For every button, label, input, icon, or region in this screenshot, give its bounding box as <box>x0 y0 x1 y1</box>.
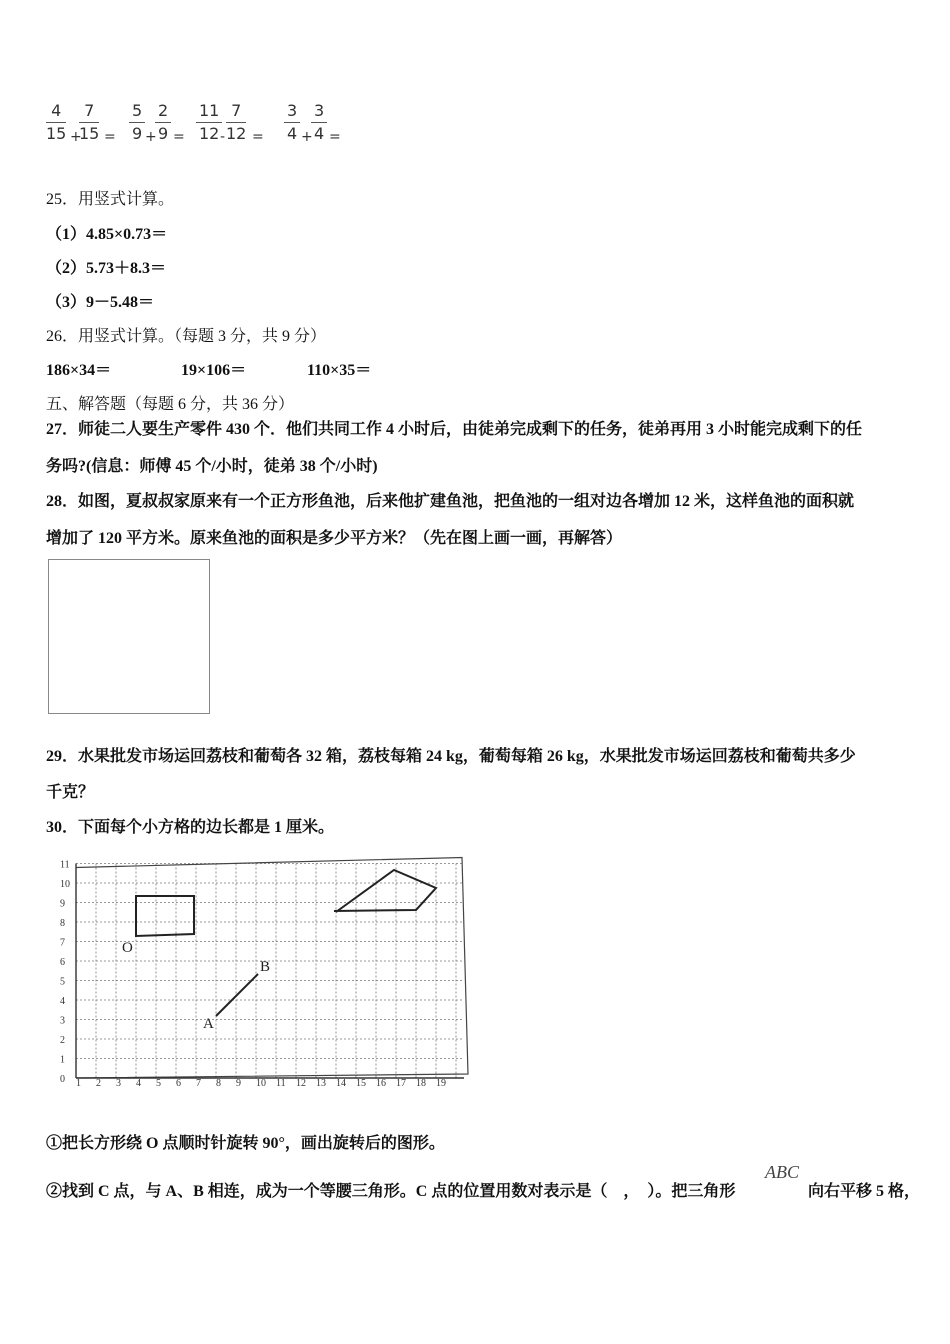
fraction: $\frac{5}{9}$ <box>129 100 145 145</box>
x-tick-label: 18 <box>416 1078 426 1089</box>
question-28-line-2: 增加了 120 平方米。原来鱼池的面积是多少平方米？（先在图上画一画，再解答） <box>46 530 623 547</box>
equals-sign: = <box>104 129 116 145</box>
coordinate-grid <box>50 840 475 1095</box>
question-30-task-1: ①把长方形绕 O 点顺时针旋转 90°，画出旋转后的图形。 <box>46 1135 445 1152</box>
y-tick-label: 3 <box>60 1015 65 1027</box>
question-25-item-1: （1）4.85×0.73＝ <box>46 226 168 243</box>
x-tick-label: 17 <box>396 1078 406 1089</box>
x-tick-label: 1 <box>76 1078 81 1089</box>
operator: + <box>301 129 313 145</box>
point-o-label: O <box>122 940 133 956</box>
y-tick-label: 5 <box>60 976 65 988</box>
x-tick-label: 10 <box>256 1078 266 1089</box>
fraction: $\frac{7}{15}$ <box>79 101 100 143</box>
operator: + <box>70 129 82 145</box>
x-tick-label: 3 <box>116 1078 121 1089</box>
fraction: $\frac{3}{4}$ <box>311 100 327 145</box>
point-a-label: A <box>203 1016 214 1032</box>
question-28-line-1: 28．如图，夏叔叔家原来有一个正方形鱼池，后来他扩建鱼池，把鱼池的一组对边各增加 12 米，这样鱼池的面积就 <box>46 493 855 510</box>
x-tick-label: 13 <box>316 1078 326 1089</box>
x-tick-label: 8 <box>216 1078 221 1089</box>
question-26-title: 26．用竖式计算。（每题 3 分，共 9 分） <box>46 328 327 345</box>
question-29-line-1: 29．水果批发市场运回荔枝和葡萄各 32 箱，荔枝每箱 24 kg，葡萄每箱 26 kg，水果批发市场运回荔枝和葡萄共多少 <box>46 748 856 765</box>
question-27-line-2: 务吗?(信息：师傅 45 个/小时，徒弟 38 个/小时) <box>46 458 378 475</box>
fraction: $\frac{7}{12}$ <box>226 101 247 143</box>
x-tick-label: 14 <box>336 1078 346 1089</box>
y-tick-label: 11 <box>60 859 70 871</box>
grid-frame <box>76 858 468 1079</box>
x-tick-label: 9 <box>236 1078 241 1089</box>
y-tick-label: 0 <box>60 1074 65 1085</box>
question-25-title: 25．用竖式计算。 <box>46 191 175 208</box>
x-tick-label: 6 <box>176 1078 181 1089</box>
x-tick-label: 5 <box>156 1078 161 1089</box>
square-fish-pond-figure <box>48 559 210 714</box>
y-tick-label: 10 <box>60 879 70 890</box>
x-tick-label: 7 <box>196 1078 201 1089</box>
question-30-task-2-part-a: ②找到 C 点，与 A、B 相连，成为一个等腰三角形。C 点的位置用数对表示是（ ， ）。把三角形 <box>46 1183 736 1200</box>
y-tick-label: 6 <box>60 957 65 968</box>
question-25-item-2: （2）5.73＋8.3＝ <box>46 260 167 277</box>
section-heading: 五、解答题（每题 6 分，共 36 分） <box>46 396 295 413</box>
question-25-item-3: （3）9－5.48＝ <box>46 294 155 311</box>
fraction: $\frac{4}{15}$ <box>46 101 67 143</box>
question-26-item-1: 186×34＝ <box>46 362 112 379</box>
x-tick-label: 11 <box>276 1078 286 1089</box>
fraction: $\frac{2}{9}$ <box>155 100 171 145</box>
question-26-item-2: 19×106＝ <box>181 362 247 379</box>
quadrilateral-shape <box>334 870 436 912</box>
y-tick-label: 9 <box>60 898 65 910</box>
equals-sign: = <box>252 129 264 145</box>
y-tick-label: 2 <box>60 1035 65 1046</box>
y-tick-label: 1 <box>60 1054 65 1066</box>
question-30-task-2-part-b: 向右平移 5 格， <box>808 1183 921 1200</box>
question-29-line-2: 千克？ <box>46 784 95 801</box>
fraction: $\frac{11}{12}$ <box>196 100 222 145</box>
y-tick-label: 7 <box>60 937 65 949</box>
fraction: $\frac{3}{4}$ <box>284 100 300 145</box>
x-tick-label: 16 <box>376 1078 386 1089</box>
x-tick-label: 4 <box>136 1078 141 1089</box>
grid-svg <box>50 840 475 1090</box>
question-26-item-3: 110×35＝ <box>307 362 372 379</box>
x-tick-label: 15 <box>356 1078 366 1089</box>
equals-sign: = <box>329 129 341 145</box>
equals-sign: = <box>173 129 185 145</box>
x-tick-label: 19 <box>436 1078 446 1089</box>
x-tick-label: 2 <box>96 1078 101 1089</box>
question-27-line-1: 27．师徒二人要生产零件 430 个．他们共同工作 4 小时后，由徒弟完成剩下的任务，徒弟再用 3 小时能完成剩下的任 <box>46 421 863 438</box>
triangle-abc-label: ABC <box>765 1162 799 1182</box>
x-tick-label: 12 <box>296 1078 306 1089</box>
y-tick-label: 4 <box>60 996 65 1007</box>
operator: + <box>145 129 157 145</box>
operator: - <box>220 129 226 145</box>
y-tick-label: 8 <box>60 918 65 929</box>
point-b-label: B <box>260 959 271 975</box>
question-30-title: 30．下面每个小方格的边长都是 1 厘米。 <box>46 819 335 836</box>
rectangle-shape <box>136 896 194 936</box>
